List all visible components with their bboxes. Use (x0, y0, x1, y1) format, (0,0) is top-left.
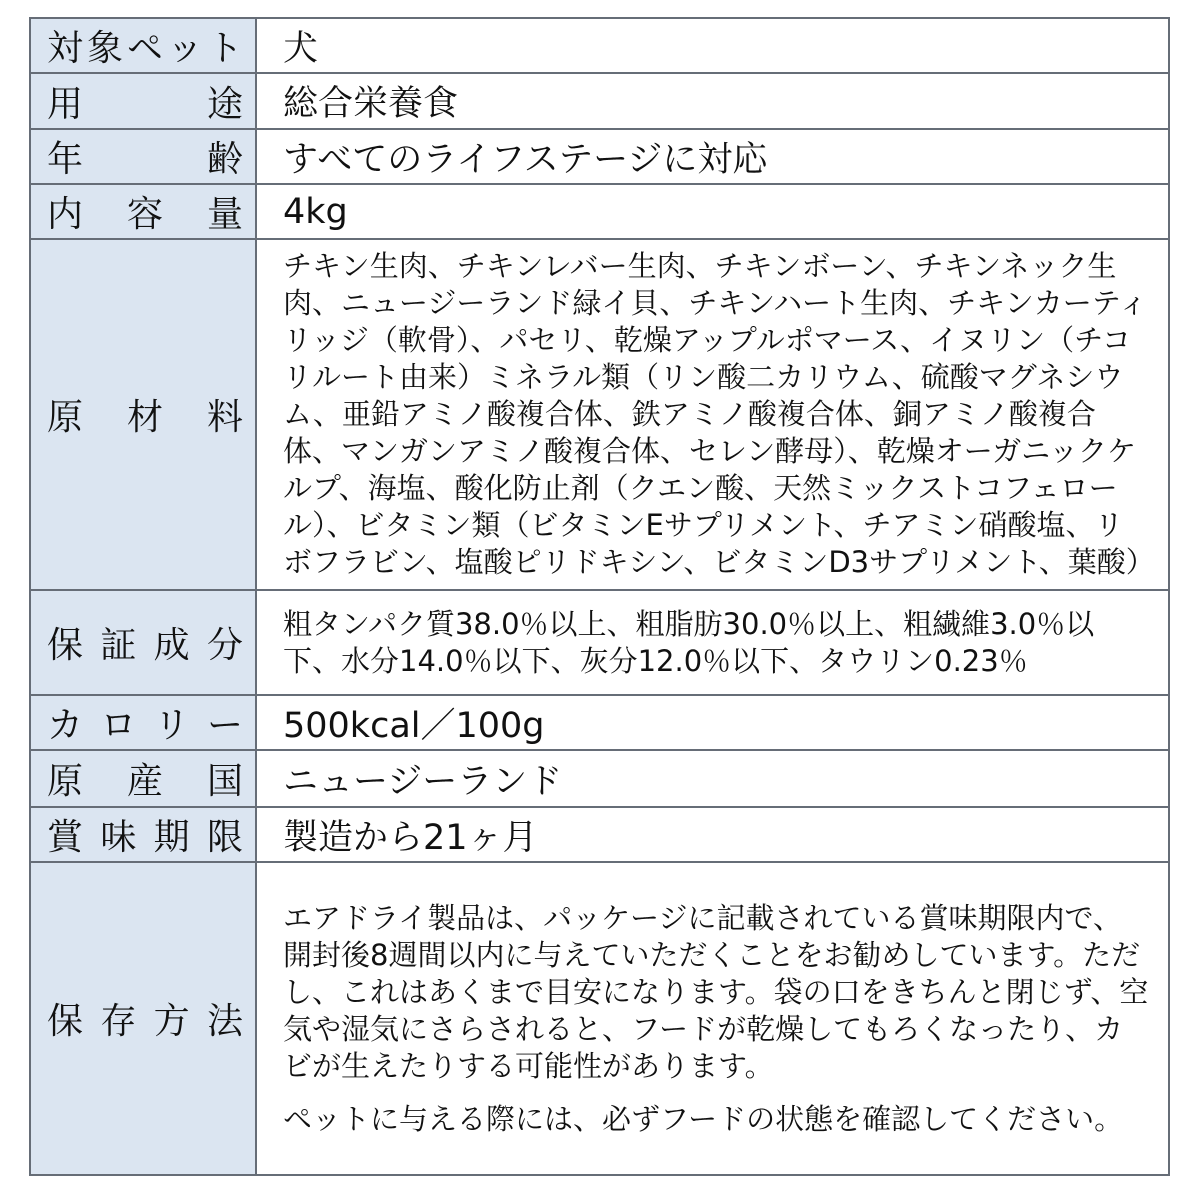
spec-row-ingredients (30, 239, 1169, 590)
storage-note: ペットに与える際には、必ずフードの状態を確認してください。 (283, 1101, 1124, 1136)
spec-label (30, 129, 256, 184)
spec-label-text: 賞味期限 (47, 817, 243, 858)
spec-value: 製造から21ヶ月 (256, 807, 1169, 862)
spec-label-text: 保証成分 (47, 625, 243, 666)
spec-label (30, 590, 256, 695)
spec-label (30, 184, 256, 239)
spec-label-text: カロリー (47, 705, 243, 746)
spec-value: 粗タンパク質38.0％以上、粗脂肪30.0％以上、粗繊維3.0％以下、水分14.0％以下、灰分12.0％以下、タウリン0.23％ (256, 590, 1169, 695)
spec-value: 犬 (256, 18, 1169, 73)
spec-value (256, 862, 1169, 1175)
spec-label (30, 695, 256, 750)
spec-label-text: 原産国 (47, 761, 243, 802)
spec-label (30, 18, 256, 73)
spec-label-text: 対象ペット (47, 28, 243, 69)
spec-label-text: 内容量 (47, 194, 243, 235)
spec-label-text: 用途 (47, 83, 243, 125)
spec-value: チキン生肉、チキンレバー生肉、チキンボーン、チキンネック生肉、ニュージーランド緑イ貝、チキンハート生肉、チキンカーティリッジ（軟骨）、パセリ、乾燥アップルポマース、イヌリン（チコリルート由来）ミネラル類（リン酸二カリウム、硫酸マグネシウム、亜鉛アミノ酸複合体、鉄アミノ酸複合体、銅アミノ酸複合体、マンガンアミノ酸複合体、セレン酵母）、乾燥オーガニックケルプ、海塩、酸化防止剤（クエン酸、天然ミックストコフェロール）、ビタミン類（ビタミンEサプリメント、チアミン硝酸塩、リボフラビン、塩酸ピリドキシン、ビタミンD3サプリメント、葉酸） (256, 239, 1169, 590)
spec-label-text: 原材料 (47, 397, 243, 438)
spec-label (30, 862, 256, 1175)
spec-label-text: 保存方法 (47, 1001, 243, 1042)
spec-row-content-amount (30, 184, 1169, 239)
storage-text: エアドライ製品は、パッケージに記載されている賞味期限内で、開封後8週間以内に与えていただくことをお勧めしています。ただし、これはあくまで目安になります。袋の口をきちんと閉じず、空気や湿気にさらされると、フードが乾燥してもろくなったり、カビが生えたりする可能性があります。 (283, 900, 1149, 1083)
spec-label (30, 750, 256, 807)
spec-value: 総合栄養食 (256, 73, 1169, 129)
spec-label (30, 239, 256, 590)
spec-value: すべてのライフステージに対応 (256, 129, 1169, 184)
spec-row-guaranteed-analysis (30, 590, 1169, 695)
spec-row-storage (30, 862, 1169, 1175)
spec-row-calories (30, 695, 1169, 750)
spec-row-best-before (30, 807, 1169, 862)
spec-label-text: 年齢 (47, 139, 243, 180)
spec-value: 4kg (256, 184, 1169, 239)
spec-row-usage (30, 73, 1169, 129)
spec-label (30, 73, 256, 129)
spec-row-age (30, 129, 1169, 184)
spec-row-origin (30, 750, 1169, 807)
spec-row-target-pet (30, 18, 1169, 73)
spec-value: 500kcal／100g (256, 695, 1169, 750)
spec-value: ニュージーランド (256, 750, 1169, 807)
spec-label (30, 807, 256, 862)
product-spec-table (29, 17, 1170, 1176)
